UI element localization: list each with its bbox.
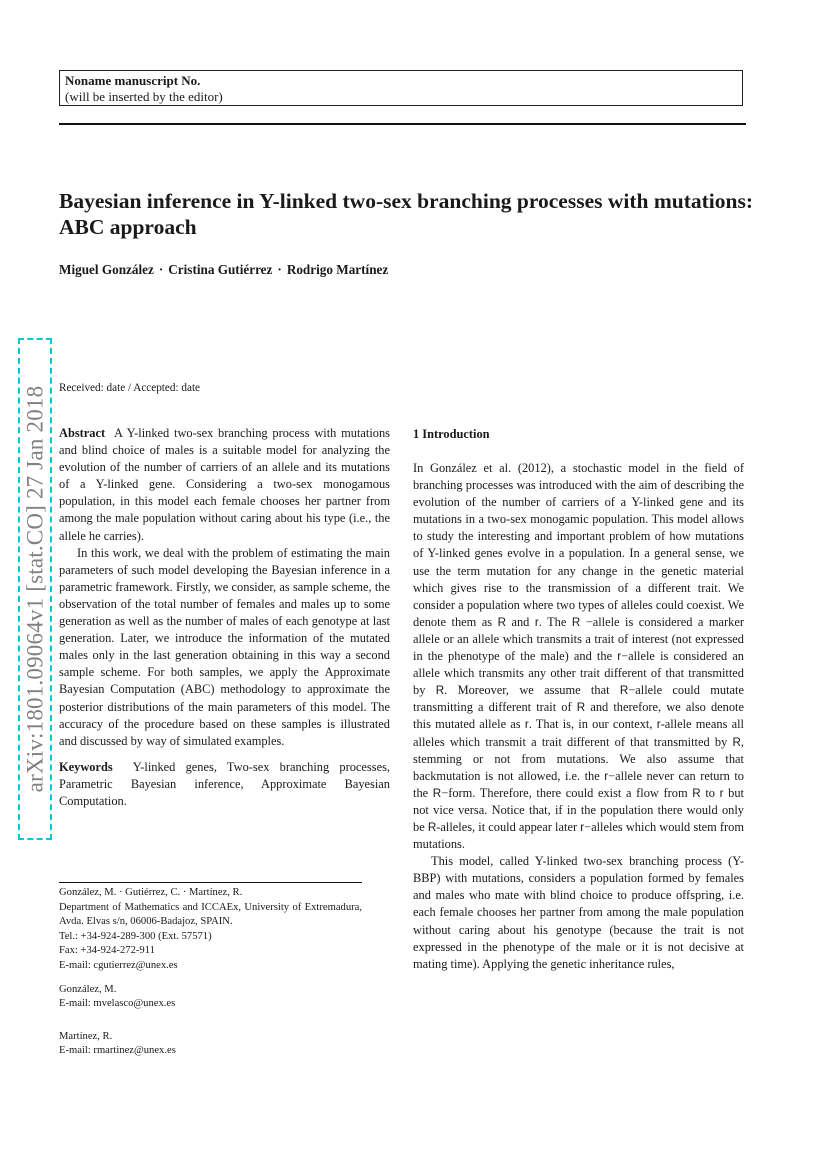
abstract-label: Abstract (59, 426, 106, 440)
header-rule (59, 123, 746, 125)
introduction-body (413, 460, 744, 973)
affiliation-line: Department of Mathematics and ICCAEx, University of Extremadura, Avda. Elvas s/n, 06006-Badajoz, SPAIN. (59, 901, 362, 928)
affiliation-email: E-mail: cgutierrez@unex.es (59, 959, 178, 971)
abstract-paragraph: In this work, we deal with the problem of estimating the main parameters of such model developing the Bayesian inference in a parametric framework. Firstly, we consider, as sample scheme, the observation of the total number of females and males up to some generation as well as the number of males of each genotype at last generation. Later, we introduce the information of the mutated males only in the last generation obtaining in this way a second sample scheme. For both samples, we apply the Approximate Bayesian Computation (ABC) methodology to approximate the posterior distributions of the main parameters of this model. The accuracy of the procedure based on these samples is illustrated and discussed by way of simulated examples. (59, 545, 390, 748)
keywords-label: Keywords (59, 759, 113, 774)
arxiv-stamp (18, 338, 52, 840)
keywords-text: Y-linked genes, Two-sex branching processes, Parametric Bayesian inference, Approximate Bayesian Computation. (59, 759, 390, 808)
paper-title: Bayesian inference in Y-linked two-sex branching processes with mutations: ABC approach (59, 189, 754, 239)
affiliation-line: Tel.: +34-924-289-300 (Ext. 57571) (59, 930, 212, 942)
affiliation-line: González, M. · Gutiérrez, C. · Martínez, R. (59, 887, 243, 898)
arxiv-identifier: arXiv:1801.09064v1 [stat.CO] 27 Jan 2018 (22, 385, 48, 793)
manuscript-number-box (59, 70, 743, 106)
received-date: Received: date / Accepted: date (59, 382, 201, 394)
author-list (59, 262, 759, 278)
introduction-paragraph: In González et al. (2012), a stochastic model in the field of branching processes was introduced with the aim of describing the evolution of the number of carriers of a Y-linked gene and its mutations in a two-sex monogamic population. This model allows to study the interesting and important problem of how mutations of Y-linked genes evolve in a population. In a general sense, we use the term mutation for any change in the genetic material which gives rise to the transmission of a different trait. We consider a population where two types of alleles could coexist. We denote them as R and r. The R −allele is considered a marker allele or an allele which transmits a trait of interest (not expressed in the phenotype of the male) and the r−allele is considered an allele which transmits any other trait different of that transmitted by R. Moreover, we assume that R−allele could mutate transmitting a different trait of R and therefore, we also denote this mutated allele as r. That is, in our context, r-allele means all alleles which transmit a trait different of that transmitted by R, stemming or not from mutations. We also assume that backmutation is not allowed, i.e. the r−allele never can return to the R−form. Therefore, there could exist a flow from R to r but not vice versa. Notice that, if in the population there would only be R-alleles, it could appear later r−alleles which would stem from mutations. (413, 461, 744, 852)
author-name: Cristina Gutiérrez (168, 262, 273, 277)
manuscript-number: Noname manuscript No. (65, 73, 201, 88)
affiliation-email: E-mail: mvelasco@unex.es (59, 998, 176, 1010)
affiliation-line: Fax: +34-924-272-911 (59, 945, 155, 957)
author-separator: · (158, 262, 164, 277)
author-separator: · (277, 262, 282, 277)
affiliations (59, 886, 362, 1059)
author-name: Miguel González (59, 262, 154, 277)
affiliation-rule (59, 882, 362, 883)
section-heading: 1 Introduction (413, 427, 490, 441)
affiliation-email: E-mail: rmartinez@unex.es (59, 1045, 176, 1057)
author-name: Rodrigo Martínez (286, 262, 389, 277)
affiliation-line: González, M. (59, 983, 117, 995)
abstract-paragraph: A Y-linked two-sex branching process with mutations and blind choice of males is a suitable model for analyzing the evolution of the number of carriers of an allele and its mutations of a Y-linked gene. Considering a two-sex monogamous population, in this model each female chooses her partner from among the male population without caring about his type (i.e., the allele he carries). (59, 426, 390, 543)
introduction-paragraph: This model, called Y-linked two-sex branching process (Y-BBP) with mutations, considers a population formed by females and males who mate with blind choice to produce offspring, i.e. each female chooses her partner from among the male population without caring about his genotype (because the trait is not expressed in the phenotype of the male or it is not decisive at mating time). Applying the genetic inheritance rules, (413, 854, 744, 971)
abstract (59, 425, 390, 810)
affiliation-line: Martínez, R. (59, 1030, 113, 1042)
keywords (59, 759, 390, 810)
editor-note: (will be inserted by the editor) (65, 89, 223, 104)
